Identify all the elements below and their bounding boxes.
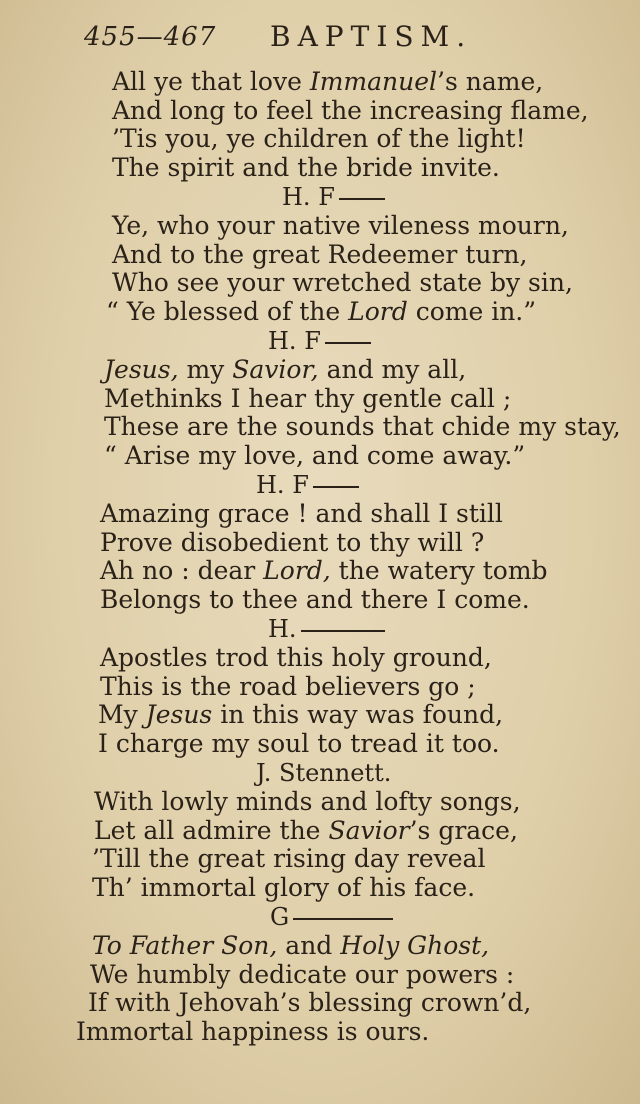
- verse-line: [112, 269, 573, 297]
- verse-line: [112, 125, 526, 153]
- verse-text: Jesus: [145, 700, 213, 729]
- attribution-rule: [313, 486, 359, 488]
- stanza-attribution: [270, 904, 393, 930]
- attribution-text: J. Stennett.: [256, 759, 392, 787]
- verse-line: [104, 356, 466, 384]
- verse-line: [88, 989, 531, 1017]
- verse-text: Immortal happiness is ours.: [76, 1016, 430, 1046]
- verse-text: Immanuel: [309, 67, 438, 96]
- verse-line: [104, 413, 621, 441]
- stanza-attribution: [256, 472, 359, 498]
- attribution-rule: [293, 918, 393, 920]
- verse-text: ’s grace,: [409, 815, 518, 845]
- verse-text: ’s name,: [437, 67, 544, 96]
- verse-text: My: [98, 700, 146, 729]
- verse-text: Lord: [348, 296, 408, 326]
- verse-line: [104, 442, 525, 470]
- verse-text: Belongs to thee and there I come.: [100, 584, 530, 614]
- verse-text: Savior: [328, 815, 410, 845]
- verse-text: Apostles trod this holy ground,: [100, 643, 492, 672]
- verse-line: [94, 788, 521, 816]
- verse-text: Methinks I hear thy gentle call ;: [104, 383, 512, 413]
- verse-text: and my all,: [318, 355, 467, 384]
- verse-text: To Father Son,: [92, 931, 278, 960]
- verse-line: [100, 673, 476, 701]
- verse-line: [100, 586, 530, 614]
- attribution-rule: [325, 342, 371, 344]
- verse-line: [112, 97, 589, 125]
- running-title: BAPTISM.: [270, 20, 473, 53]
- verse-line: [112, 212, 569, 240]
- attribution-text: G: [270, 903, 290, 931]
- verse-line: [98, 730, 500, 758]
- verse-line: [100, 557, 548, 585]
- attribution-rule: [301, 630, 385, 632]
- verse-text: This is the road believers go ;: [100, 671, 476, 701]
- attribution-rule: [339, 198, 385, 200]
- verse-text: All ye that love: [112, 67, 310, 96]
- verse-text: Prove disobedient to thy will ?: [100, 527, 485, 557]
- verse-text: in this way was found,: [212, 700, 504, 729]
- verse-text: Amazing grace ! and shall I still: [100, 499, 503, 528]
- verse-text: Lord,: [263, 556, 331, 585]
- verse-text: These are the sounds that chide my stay,: [104, 412, 621, 441]
- verse-text: If with Jehovah’s blessing crown’d,: [88, 988, 532, 1017]
- verse-line: [100, 500, 503, 528]
- verse-text: and: [277, 931, 341, 960]
- verse-line: [104, 385, 511, 413]
- verse-line: [92, 874, 475, 902]
- verse-line: [94, 817, 518, 845]
- verse-line: [112, 241, 527, 269]
- verse-text: Let all admire the: [94, 815, 329, 845]
- verse-line: [76, 1018, 429, 1046]
- verse-text: ’Tis you, ye children of the light!: [112, 124, 526, 153]
- verse-line: [112, 154, 500, 182]
- stanza-attribution: [282, 184, 385, 210]
- verse-text: Holy Ghost,: [340, 931, 490, 960]
- stanza-attribution: [268, 328, 371, 354]
- verse-text: And long to feel the increasing flame,: [112, 95, 589, 125]
- attribution-text: H.: [268, 615, 297, 643]
- verse-text: ’Till the great rising day reveal: [92, 844, 486, 873]
- page-header: [84, 18, 600, 58]
- verse-text: Who see your wretched state by sin,: [112, 268, 573, 297]
- verse-text: my: [178, 355, 233, 384]
- verse-line: [98, 701, 503, 729]
- verse-line: [90, 961, 514, 989]
- verse-line: [106, 298, 536, 326]
- verse-text: I charge my soul to tread it too.: [98, 728, 500, 758]
- verse-text: “ Ye blessed of the: [106, 296, 349, 326]
- verse-text: We humbly dedicate our powers :: [90, 959, 515, 989]
- verse-text: And to the great Redeemer turn,: [112, 239, 528, 269]
- stanza-attribution: [256, 760, 391, 786]
- verse-text: With lowly minds and lofty songs,: [94, 787, 521, 816]
- verse-line: [100, 529, 484, 557]
- verse-text: Savior,: [232, 355, 319, 384]
- verse-text: the watery tomb: [330, 556, 548, 585]
- verse-text: come in.”: [407, 296, 537, 326]
- page-range: 455—467: [84, 22, 217, 52]
- verse-text: “ Arise my love, and come away.”: [104, 440, 526, 470]
- verse-line: [112, 68, 543, 96]
- verse-line: [92, 845, 485, 873]
- attribution-text: H. F: [268, 327, 321, 355]
- verse-text: Ah no : dear: [100, 556, 264, 585]
- stanza-attribution: [268, 616, 385, 642]
- verse-text: Ye, who your native vileness mourn,: [112, 211, 569, 240]
- verse-line: [100, 644, 492, 672]
- attribution-text: H. F: [282, 183, 335, 211]
- verse-text: Jesus,: [104, 355, 179, 384]
- attribution-text: H. F: [256, 471, 309, 499]
- verse-line: [92, 932, 489, 960]
- verse-text: The spirit and the bride invite.: [112, 152, 500, 182]
- verse-text: Th’ immortal glory of his face.: [92, 872, 476, 902]
